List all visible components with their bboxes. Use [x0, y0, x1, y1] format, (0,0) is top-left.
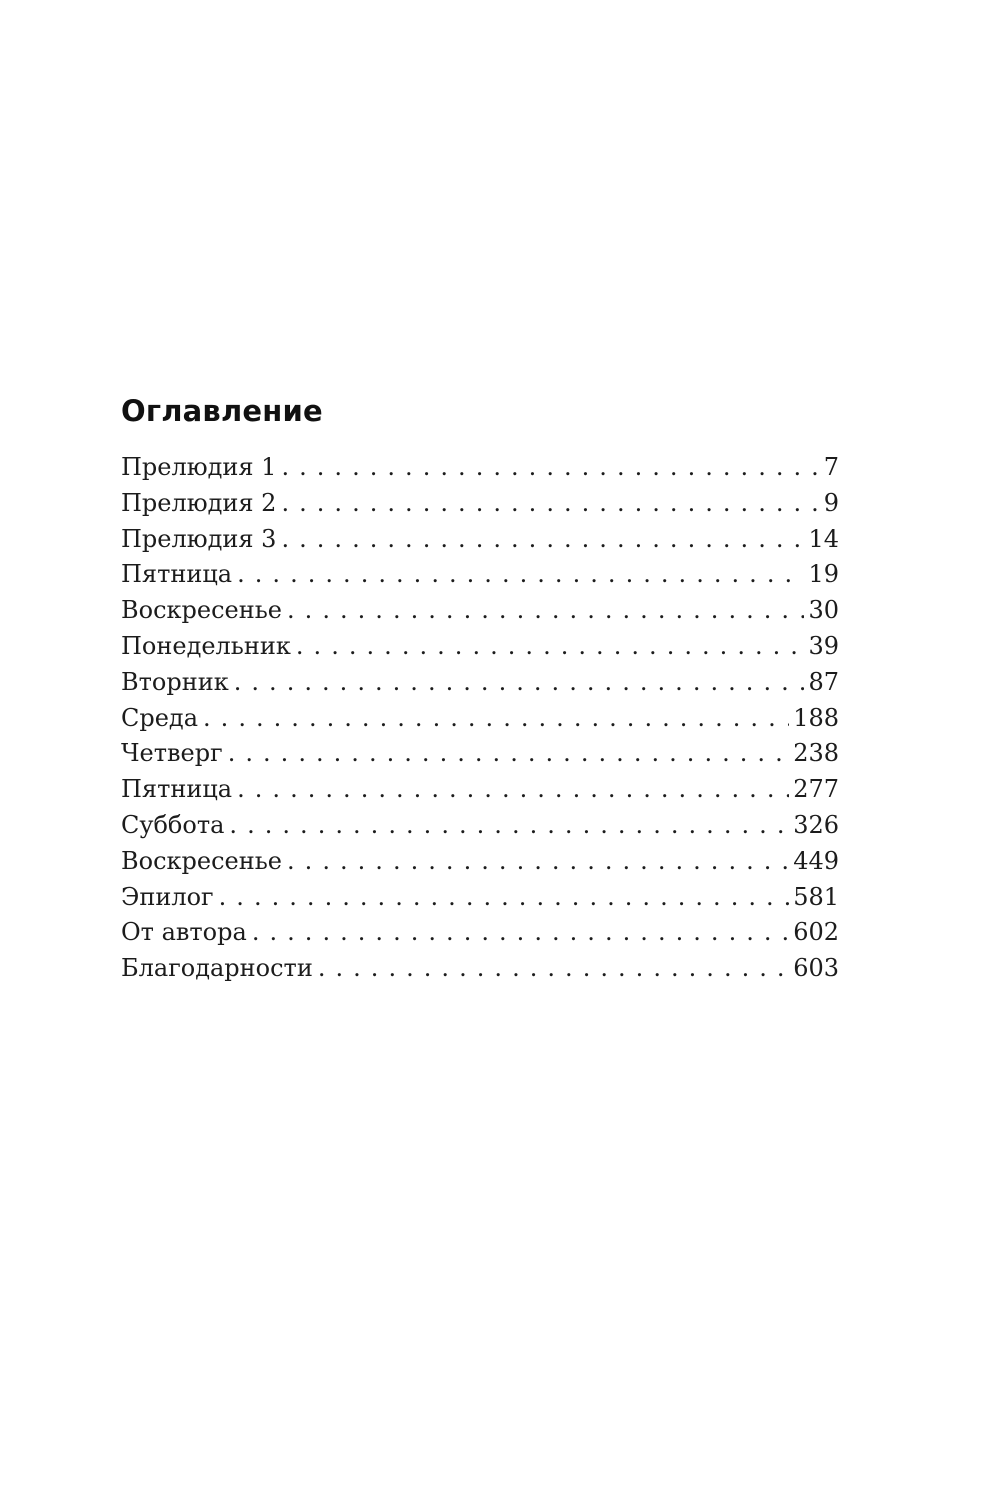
toc-dot-leader — [287, 593, 804, 629]
toc-dot-leader — [281, 450, 819, 486]
table-of-contents — [121, 388, 839, 987]
toc-entry-title: Прелюдия 1 — [121, 453, 277, 481]
toc-entry — [121, 701, 839, 737]
toc-entry-page: 603 — [793, 954, 839, 983]
toc-entry-title: Пятница — [121, 775, 233, 804]
toc-entry-title: Прелюдия 2 — [121, 488, 277, 517]
toc-entry — [121, 522, 839, 558]
toc-entry-title: Благодарности — [121, 954, 313, 983]
toc-dot-leader — [219, 880, 790, 916]
toc-entry-page: 449 — [793, 846, 839, 875]
toc-entry-title: Пятница — [121, 560, 233, 589]
toc-entry-page: 7 — [823, 453, 839, 481]
toc-entry-title: Воскресенье — [121, 596, 283, 625]
toc-entry — [121, 593, 839, 629]
toc-dot-leader — [296, 629, 805, 665]
toc-entry-page: 30 — [808, 596, 839, 625]
toc-entry-title: Прелюдия 3 — [121, 524, 277, 553]
toc-entry — [121, 665, 839, 701]
toc-entry — [121, 915, 839, 951]
toc-entry-page: 238 — [793, 739, 839, 768]
toc-entry-page: 39 — [808, 631, 839, 660]
toc-entry — [121, 629, 839, 665]
toc-dot-leader — [203, 701, 789, 737]
toc-dot-leader — [318, 951, 789, 987]
toc-entry — [121, 557, 839, 593]
toc-entry-title: Суббота — [121, 810, 225, 839]
toc-entry-title: Эпилог — [121, 882, 214, 911]
toc-entry-title: Воскресенье — [121, 846, 283, 875]
toc-list — [121, 450, 839, 987]
toc-entry-page: 9 — [823, 488, 839, 517]
toc-dot-leader — [287, 844, 789, 880]
toc-entry-title: Четверг — [121, 739, 223, 768]
toc-dot-leader — [252, 915, 789, 951]
toc-dot-leader — [228, 736, 790, 772]
toc-entry — [121, 486, 839, 522]
toc-entry — [121, 772, 839, 808]
toc-entry — [121, 844, 839, 880]
toc-entry-page: 19 — [808, 560, 839, 589]
toc-entry-page: 581 — [793, 882, 839, 911]
toc-dot-leader — [234, 665, 805, 701]
toc-entry-page: 14 — [808, 524, 839, 553]
toc-entry-title: Вторник — [121, 667, 229, 696]
toc-dot-leader — [229, 808, 789, 844]
toc-entry-title: Среда — [121, 703, 199, 732]
toc-entry-page: 277 — [793, 775, 839, 804]
toc-heading: Оглавление — [121, 394, 323, 428]
toc-dot-leader — [281, 522, 804, 558]
toc-entry — [121, 880, 839, 916]
toc-dot-leader — [237, 557, 804, 593]
toc-dot-leader — [237, 772, 789, 808]
toc-entry-page: 602 — [793, 918, 839, 947]
toc-entry — [121, 951, 839, 987]
toc-entry — [121, 808, 839, 844]
toc-entry-page: 87 — [808, 667, 839, 696]
toc-entry — [121, 736, 839, 772]
toc-entry-page: 326 — [793, 810, 839, 839]
toc-entry-title: Понедельник — [121, 631, 291, 660]
toc-entry — [121, 450, 839, 486]
toc-dot-leader — [281, 486, 819, 522]
toc-entry-page: 188 — [793, 703, 839, 732]
toc-entry-title: От автора — [121, 918, 247, 947]
